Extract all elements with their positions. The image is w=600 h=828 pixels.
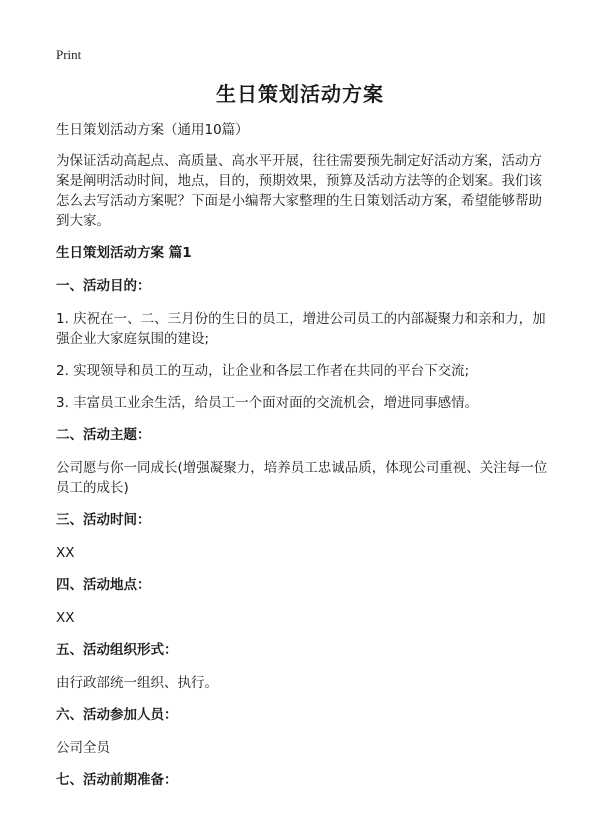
time-text: XX <box>56 545 75 561</box>
document-subtitle: 生日策划活动方案（通用10篇） <box>56 122 249 138</box>
organization-text: 由行政部统一组织、执行。 <box>56 675 218 691</box>
intro-paragraph: 为保证活动高起点、高质量、高水平开展，往往需要预先制定好活动方案，活动方案是阐明活动时间，地点，目的，预期效果，预算及活动方法等的企划案。我们该怎么去写活动方案呢？下面是小编帮大家整理的生日策划活动方案，希望能够帮助到大家。 <box>56 153 542 229</box>
place-text: XX <box>56 610 75 626</box>
place-heading: 四、活动地点： <box>56 577 151 593</box>
purpose-item-2: 2. 实现领导和员工的互动，让企业和各层工作者在共同的平台下交流; <box>56 363 470 379</box>
section-title: 生日策划活动方案 篇1 <box>56 245 192 261</box>
purpose-item-1: 1. 庆祝在一、二、三月份的生日的员工，增进公司员工的内部凝聚力和亲和力，加强企业大家庭氛围的建设; <box>56 311 546 347</box>
purpose-item-3: 3. 丰富员工业余生活，给员工一个面对面的交流机会，增进同事感情。 <box>56 395 479 411</box>
theme-text: 公司愿与你一同成长(增强凝聚力，培养员工忠诚品质，体现公司重视、关注每一位员工的成长) <box>56 460 548 496</box>
participants-heading: 六、活动参加人员： <box>56 707 178 723</box>
print-link[interactable]: Print <box>56 47 82 62</box>
page-title: 生日策划活动方案 <box>216 82 384 106</box>
organization-heading: 五、活动组织形式： <box>56 642 178 658</box>
time-heading: 三、活动时间： <box>56 512 151 528</box>
purpose-heading: 一、活动目的： <box>56 278 151 294</box>
theme-heading: 二、活动主题： <box>56 427 151 443</box>
participants-text: 公司全员 <box>56 740 110 756</box>
document-body <box>56 120 548 803</box>
preparation-heading: 七、活动前期准备： <box>56 772 178 788</box>
